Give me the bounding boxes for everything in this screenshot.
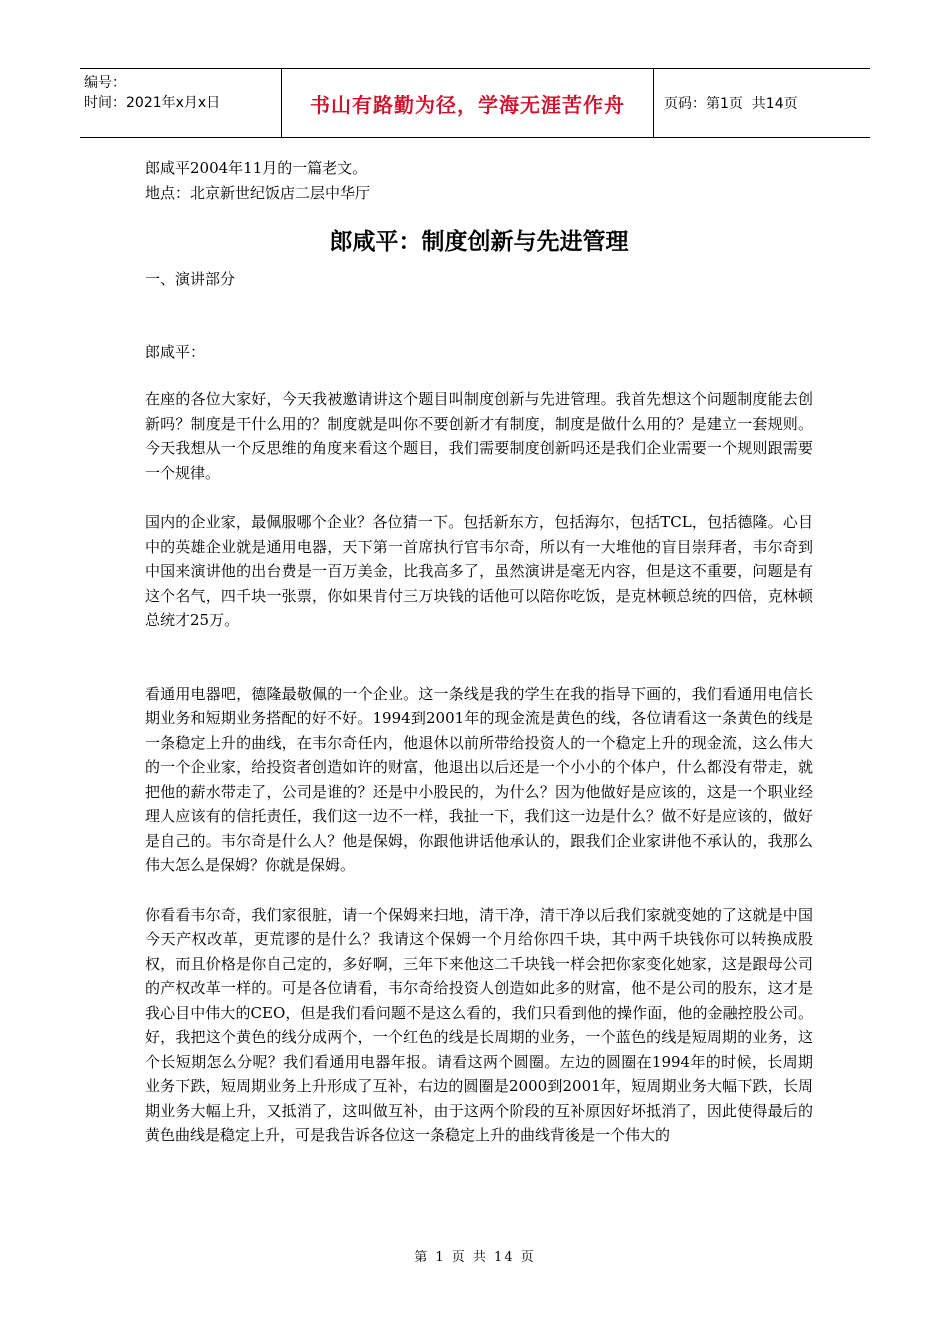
paragraph-3: 看通用电器吧，德隆最敬佩的一个企业。这一条线是我的学生在我的指导下画的，我们看通用电信长期业务和短期业务搭配的好不好。1994到2001年的现金流是黄色的线，各位请看这一条黄色的线是一条稳定上升的曲线，在韦尔奇任内，他退休以前所带给投资人的一个稳定上升的现金流，这么伟大的一个企业家，给投资者创造如许的财富，他退出以后还是一个小小的个体户，什么都没有带走，就把他的薪水带走了，公司是谁的？还是中小股民的，为什么？因为他做好是应该的，这是一个职业经理人应该有的信托责任，我们这一边不一样，我扯一下，我们这一边是什么？做不好是应该的，做好是自己的。韦尔奇是什么人？他是保姆，你跟他讲话他承认的，跟我们企业家讲他不承认的，我那么伟大怎么是保姆？你就是保姆。 [145, 684, 813, 874]
paragraph-4: 你看看韦尔奇，我们家很脏，请一个保姆来扫地，清干净，清干净以后我们家就变她的了这就是中国今天产权改革，更荒谬的是什么？我请这个保姆一个月给你四千块，其中两千块钱你可以转换成股权，而且价格是你自己定的，多好啊，三年下来他这二千块钱一样会把你家变化她家，这是跟母公司的产权改革一样的。可是各位请看，韦尔奇给投资人创造如此多的财富，他不是公司的股东，这才是我心目中伟大的CEO，但是我们看问题不是这么看的，我们只看到他的操作面，他的金融控股公司。好，我把这个黄色的线分成两个，一个红色的线是长周期的业务，一个蓝色的线是短周期的业务，这个长短期怎么分呢？我们看通用电器年报。请看这两个圆圈。左边的圆圈在1994年的时候，长周期业务下跌，短周期业务上升形成了互补，右边的圆圈是2000到2001年，短周期业务大幅下跌，长周期业务大幅上升，又抵消了，这叫做互补，由于这两个阶段的互补原因好坏抵消了，因此使得最后的黄色曲线是稳定上升，可是我告诉各位这一条稳定上升的曲线背後是一个伟大的 [145, 905, 813, 1144]
header-page-info [654, 69, 870, 137]
paragraph-1: 在座的各位大家好，今天我被邀请讲这个题目叫制度创新与先进管理。我首先想这个问题制度能去创新吗？制度是干什么用的？制度就是叫你不要创新才有制度，制度是做什么用的？是建立一套规则。今天我想从一个反思维的角度来看这个题目，我们需要制度创新吗还是我们企业需要一个规则跟需要一个规律。 [145, 390, 813, 482]
document-header [80, 68, 870, 138]
page-footer: 第 1 页 共 14 页 [414, 1250, 536, 1265]
paragraph-2: 国内的企业家，最佩服哪个企业？各位猜一下。包括新东方，包括海尔，包括TCL，包括德隆。心目中的英雄企业就是通用电器，天下第一首席执行官韦尔奇，所以有一大堆他的盲目崇拜者，韦尔奇到中国来演讲他的出台费是一百万美金，比我高多了，虽然演讲是毫无内容，但是这不重要，问题是有这个名气，四千块一张票，你如果肯付三万块钱的话他可以陪你吃饭，是克林顿总统的四倍，克林顿总统才25万。 [145, 513, 813, 629]
intro-line-2: 地点：北京新世纪饭店二层中华厅 [145, 183, 371, 202]
speaker-label: 郎咸平： [145, 342, 206, 361]
intro-line-1: 郎咸平2004年11月的一篇老文。 [145, 159, 368, 177]
section-heading: 一、演讲部分 [145, 270, 236, 288]
document-title: 郎咸平：制度创新与先进管理 [329, 229, 629, 255]
header-meta [80, 69, 282, 137]
header-motto: 书山有路勤为径，学海无涯苦作舟 [282, 69, 654, 137]
header-number: 编号： [84, 75, 126, 91]
header-time: 时间：2021年x月x日 [84, 95, 221, 111]
document-body [145, 156, 813, 1148]
header-page-text: 页码：第1页 共14页 [664, 96, 798, 112]
